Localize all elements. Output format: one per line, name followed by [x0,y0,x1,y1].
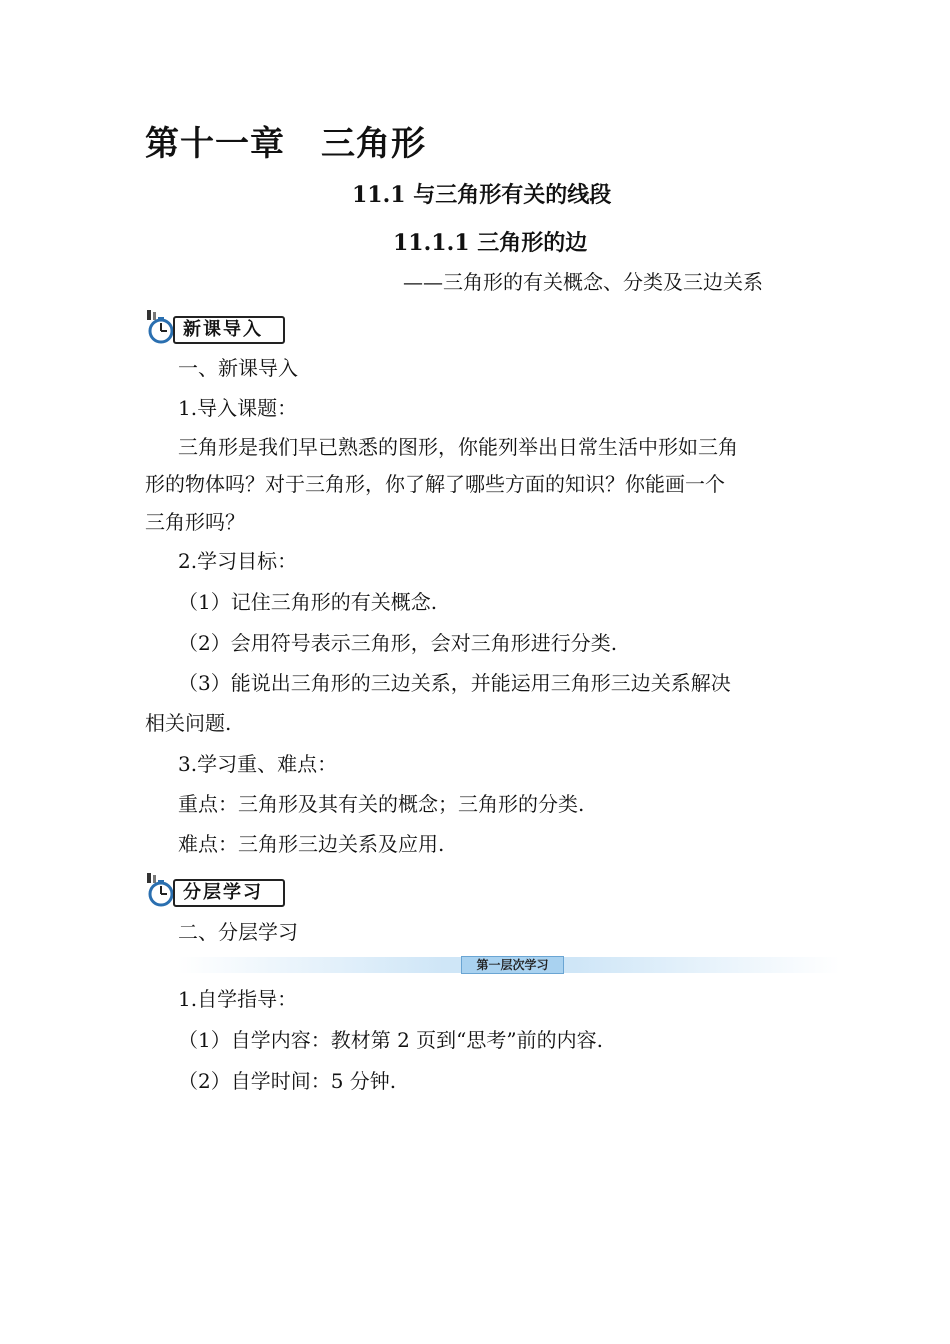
level-bar [178,957,840,973]
difficult-point: 难点：三角形三边关系及应用. [178,832,445,856]
item-goals: 2.学习目标： [178,549,298,573]
item-self-study: 1.自学指导： [178,987,298,1011]
subtitle: ——三角形的有关概念、分类及三边关系 [403,270,763,294]
heading-layered: 二、分层学习 [178,920,298,944]
paragraph-line: 形的物体吗？对于三角形，你了解了哪些方面的知识？你能画一个 [145,472,725,496]
subsection-title: 11.1.1 三角形的边 [393,230,588,256]
key-point: 重点：三角形及其有关的概念；三角形的分类. [178,792,585,816]
goal-item: （3）能说出三角形的三边关系，并能运用三角形三边关系解决 [178,671,731,695]
badge-intro-label: 新课导入 [173,316,285,344]
chapter-number: 第十一章 [145,124,285,164]
goal-item: （1）记住三角形的有关概念. [178,590,438,614]
paragraph-line: 三角形是我们早已熟悉的图形，你能列举出日常生活中形如三角 [178,435,738,459]
level-bar-label: 第一层次学习 [461,956,564,974]
paragraph-line: 三角形吗？ [145,510,245,534]
goal-item: （2）会用符号表示三角形，会对三角形进行分类. [178,631,618,655]
badge-layered [143,873,275,907]
goal-item-continued: 相关问题. [145,711,232,735]
self-study-item: （2）自学时间：5 分钟. [178,1069,397,1093]
badge-intro [143,310,275,344]
badge-layered-label: 分层学习 [173,879,285,907]
self-study-item: （1）自学内容：教材第 2 页到“思考”前的内容. [178,1028,603,1052]
item-key-points: 3.学习重、难点： [178,752,338,776]
section-title: 11.1 与三角形有关的线段 [352,182,612,208]
item-topic: 1.导入课题： [178,396,298,420]
chapter-name: 三角形 [321,124,426,164]
heading-intro: 一、新课导入 [178,356,298,380]
chapter-title [145,116,426,165]
